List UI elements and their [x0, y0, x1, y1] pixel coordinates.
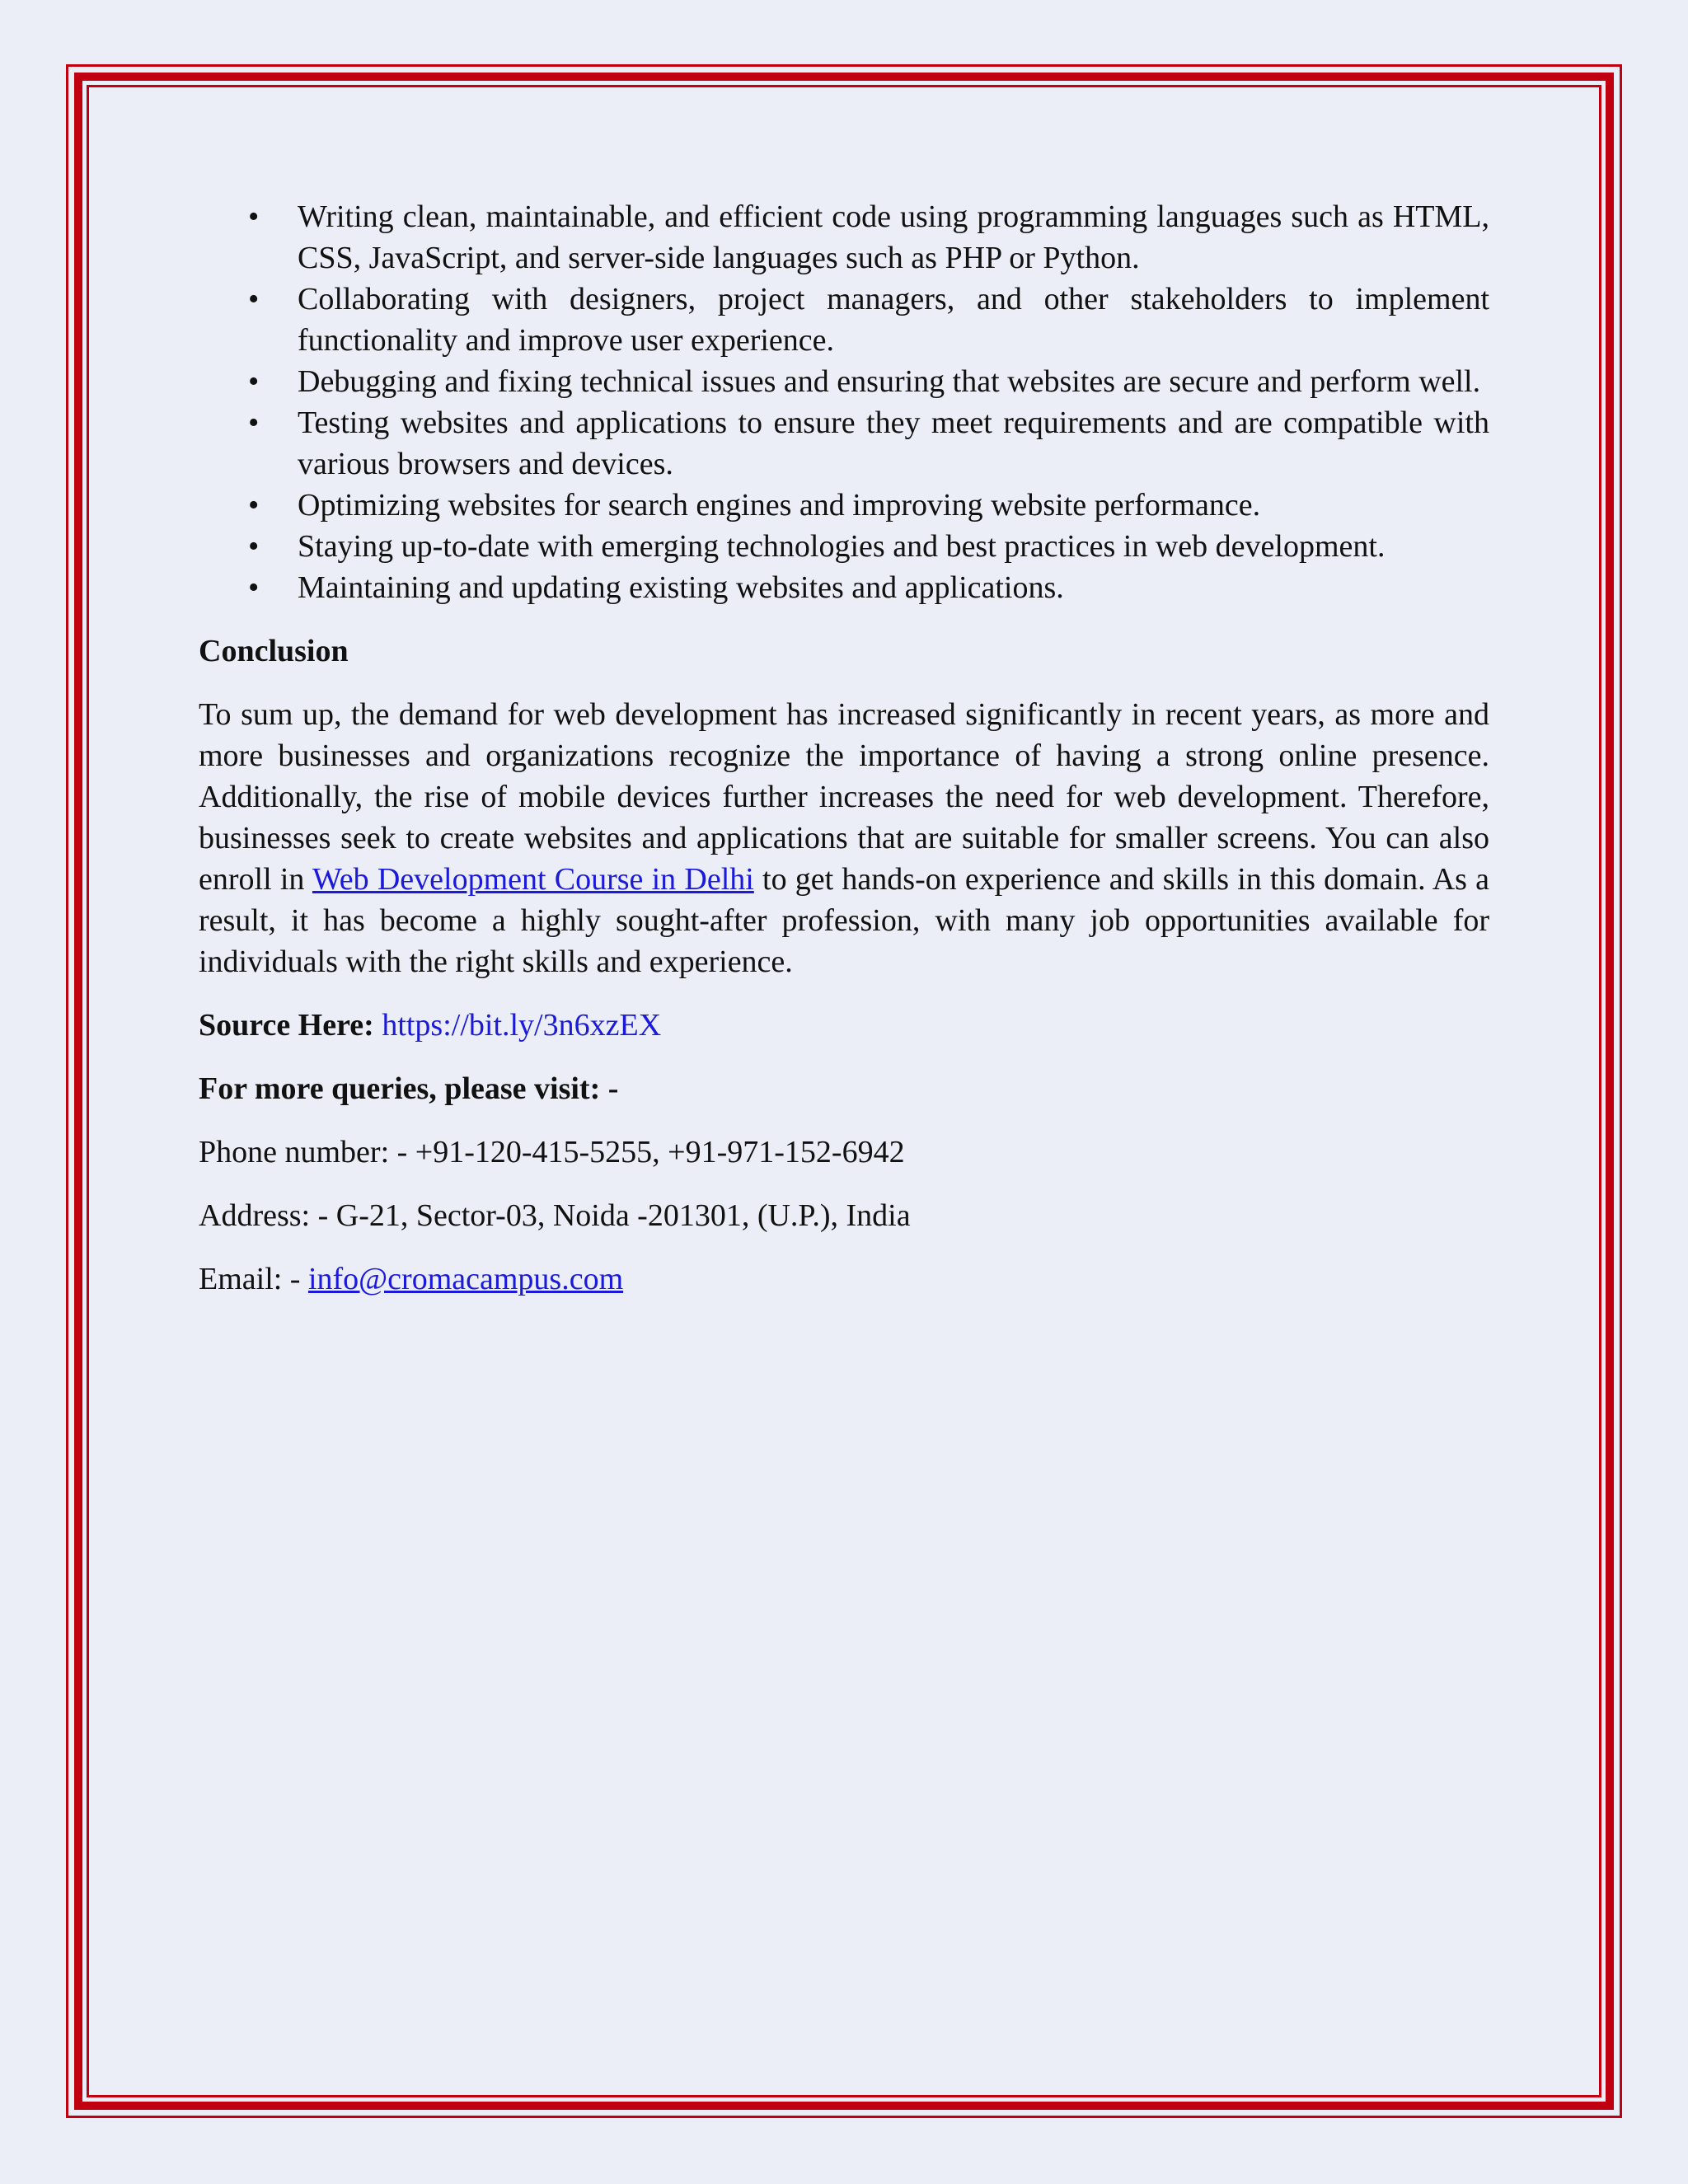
list-item: • Optimizing websites for search engines and improving website performance. [199, 485, 1489, 526]
contact-heading: For more queries, please visit: - [199, 1071, 619, 1106]
document-body [199, 196, 1489, 1300]
bullet-icon: • [248, 364, 260, 399]
list-item: • Staying up-to-date with emerging technologies and best practices in web development. [199, 526, 1489, 567]
email-link[interactable]: info@cromacampus.com [307, 1262, 624, 1296]
conclusion-paragraph: To sum up, the demand for web development has increased significantly in recent years, as more and more businesses and organizations recognize the importance of having a strong online presence. Additionally, the rise of mobile devices further increases the need for web development. Therefore, businesses seek to create websites and applications that are suitable for smaller screens. You can also enroll in Web Development Course in Delhi to get hands-on experience and skills in this domain. As a result, it has become a highly sought-after profession, with many job opportunities available for individuals with the right skills and experience. [199, 697, 1489, 979]
bullet-icon: • [248, 282, 260, 316]
source-link[interactable]: https://bit.ly/3n6xzEX [382, 1008, 662, 1043]
bullet-icon: • [248, 199, 260, 234]
bullet-icon: • [248, 488, 260, 523]
address-line: Address: - G-21, Sector-03, Noida -201301, (U.P.), India [199, 1198, 911, 1233]
list-item: • Maintaining and updating existing websites and applications. [199, 567, 1489, 608]
email-line [199, 1258, 1489, 1300]
source-label: Source Here: [199, 1008, 374, 1043]
source-line [199, 1005, 1489, 1046]
bullet-icon: • [248, 405, 260, 440]
course-link[interactable]: Web Development Course in Delhi [312, 862, 754, 897]
duties-list [199, 196, 1489, 608]
list-item: • Collaborating with designers, project managers, and other stakeholders to implement functionality and improve user experience. [199, 279, 1489, 361]
bullet-icon: • [248, 570, 260, 605]
list-item: • Debugging and fixing technical issues and ensuring that websites are secure and perform well. [199, 361, 1489, 402]
list-item: • Writing clean, maintainable, and efficient code using programming languages such as HTML, CSS, JavaScript, and server-side languages such as PHP or Python. [199, 196, 1489, 279]
list-item: • Testing websites and applications to ensure they meet requirements and are compatible with various browsers and devices. [199, 402, 1489, 485]
conclusion-heading: Conclusion [199, 634, 349, 668]
bullet-icon: • [248, 529, 260, 564]
email-label: Email: - [199, 1262, 308, 1296]
phone-line: Phone number: - +91-120-415-5255, +91-971-152-6942 [199, 1135, 905, 1169]
